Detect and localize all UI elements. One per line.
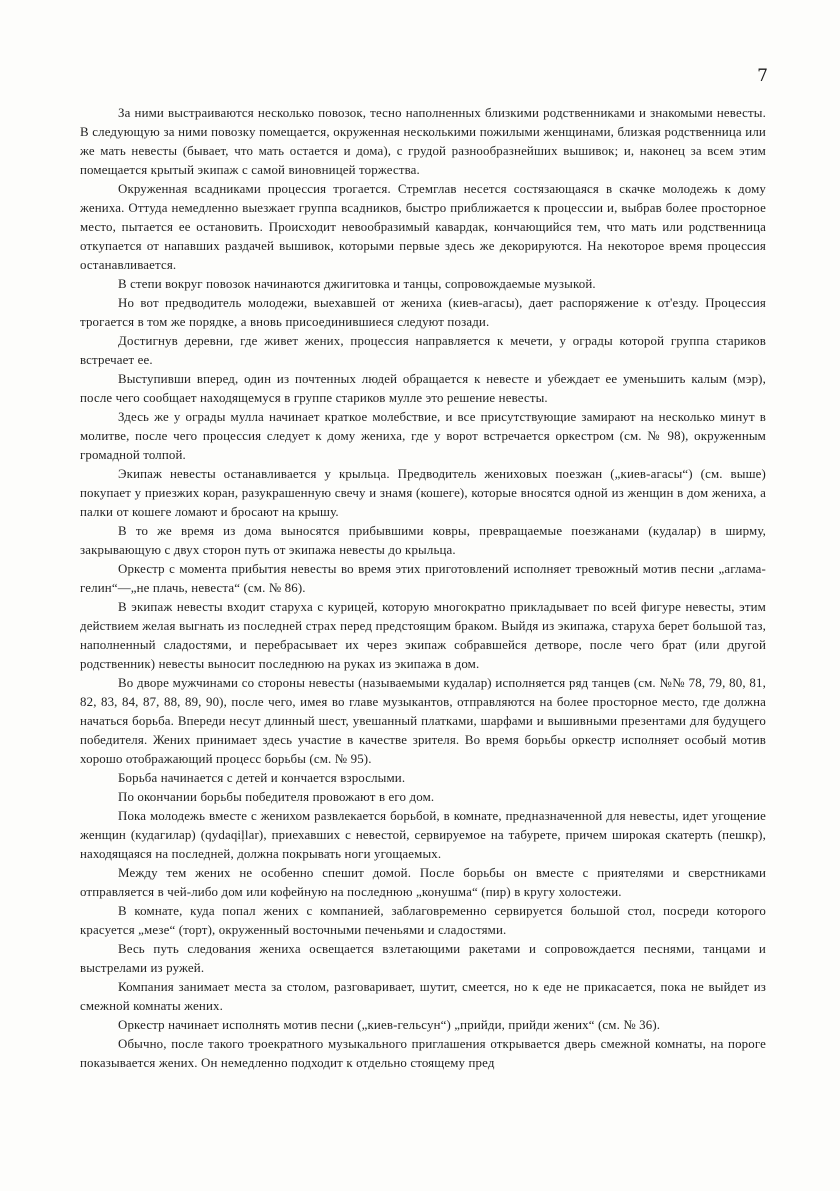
paragraph-5: Достигнув деревни, где живет жених, процессия направляется к мечети, у ограды которой группа стариков встречает ее. (80, 334, 766, 367)
paragraph-6: Выступивши вперед, один из почтенных людей обращается к невесте и убеждает ее уменьшить калым (мэр), после чего сообщает находящемуся в группе стариков мулле это решение невесты. (80, 372, 766, 405)
paragraph-20: Оркестр начинает исполнять мотив песни („киев-гельсун“) „прийди, прийди жених“ (см. № 36). (118, 1018, 661, 1032)
paragraph-18: Весь путь следования жениха освещается взлетающими ракетами и сопровождается песнями, танцами и выстрелами из ружей. (80, 942, 766, 975)
body-text (80, 104, 766, 1073)
paragraph-1: За ними выстраиваются несколько повозок, тесно наполненных близкими родственниками и знакомыми невесты. В следующую за ними повозку помещается, окруженная несколькими пожилыми женщинами, близкая родственница или же мать невесты (бывает, что мать остается и дома), с грудой разнообразнейших вышивок; и, наконец за всем этим помещается крытый экипаж с самой виновницей торжества. (80, 106, 766, 177)
paragraph-4: Но вот предводитель молодежи, выехавшей от жениха (киев-агасы), дает распоряжение к от'езду. Процессия трогается в том же порядке, а вновь присоединившиеся следуют позади. (80, 296, 766, 329)
paragraph-8: Экипаж невесты останавливается у крыльца. Предводитель жениховых поезжан („киев-агасы“) (см. выше) покупает у приезжих коран, разукрашенную свечу и знамя (кошеге), которые вносятся одной из женщин в дом жениха, а палки от кошеге ломают и бросают на крышу. (80, 467, 766, 519)
paragraph-19: Компания занимает места за столом, разговаривает, шутит, смеется, но к еде не прикасается, пока не выйдет из смежной комнаты жених. (80, 980, 766, 1013)
paragraph-21: Обычно, после такого троекратного музыкального приглашения открывается дверь смежной комнаты, на пороге показывается жених. Он немедленно подходит к отдельно стоящему пред (80, 1037, 766, 1070)
paragraph-3: В степи вокруг повозок начинаются джигитовка и танцы, сопровождаемые музыкой. (118, 277, 596, 291)
paragraph-13: Борьба начинается с детей и кончается взрослыми. (118, 771, 406, 785)
paragraph-16: Между тем жених не особенно спешит домой. После борьбы он вместе с приятелями и сверстниками отправляется в чей-либо дом или кофейную на последнюю „конушма“ (пир) в кругу холостежи. (80, 866, 766, 899)
paragraph-17: В комнате, куда попал жених с компанией, заблаговременно сервируется большой стол, посреди которого красуется „мезе“ (торт), окруженный восточными печеньями и сладостями. (80, 904, 766, 937)
paragraph-7: Здесь же у ограды мулла начинает краткое молебствие, и все присутствующие замирают на несколько минут в молитве, после чего процессия следует к дому жениха, где у ворот встречается оркестром (см. № 98), окруженным громадной толпой. (80, 410, 766, 462)
paragraph-12: Во дворе мужчинами со стороны невесты (называемыми кудалар) исполняется ряд танцев (см. №№ 78, 79, 80, 81, 82, 83, 84, 87, 88, 89, 90), после чего, имея во главе музыкантов, отправляются на более просторное место, где должна начаться борьба. Впереди несут длинный шест, увешанный платками, шарфами и вышивными презентами для будущего победителя. Жених принимает здесь участие в качестве зрителя. Во время борьбы оркестр исполняет особый мотив хорошо отображающий процесс борьбы (см. № 95). (80, 676, 766, 766)
paragraph-9: В то же время из дома выносятся прибывшими ковры, превращаемые поезжанами (кудалар) в ширму, закрывающую с двух сторон путь от экипажа невесты до крыльца. (80, 524, 766, 557)
paragraph-10: Оркестр с момента прибытия невесты во время этих приготовлений исполняет тревожный мотив песни „аглама-гелин“—„не плачь, невеста“ (см. № 86). (80, 562, 766, 595)
page-number: 7 (757, 66, 768, 86)
paragraph-2: Окруженная всадниками процессия трогается. Стремглав несется состязающаяся в скачке молодежь к дому жениха. Оттуда немедленно выезжает группа всадников, быстро приближается к процессии и, выбрав более просторное место, пытается ее остановить. Происходит невообразимый кавардак, кончающийся тем, что мать или родственница откупается от напавших раздачей вышивок, которыми первые здесь же декорируются. На некоторое время процессия останавливается. (80, 182, 766, 272)
paragraph-11: В экипаж невесты входит старуха с курицей, которую многократно прикладывает по всей фигуре невесты, этим действием желая выгнать из последней страх перед предстоящим браком. Выйдя из экипажа, старуха берет большой таз, наполненный сладостями, и перебрасывает их через экипаж собравшейся детворе, после чего брат (или другой родственник) невесты выносит последнюю на руках из экипажа в дом. (80, 600, 766, 671)
paragraph-15: Пока молодежь вместе с женихом развлекается борьбой, в комнате, предназначенной для невесты, идет угощение женщин (кудагилар) (qydaqiļlar), приехавших с невестой, сервируемое на табурете, причем широкая скатерть (пешкр), находящаяся на последней, должна покрывать ноги угощаемых. (80, 809, 766, 861)
paragraph-14: По окончании борьбы победителя провожают в его дом. (118, 790, 435, 804)
